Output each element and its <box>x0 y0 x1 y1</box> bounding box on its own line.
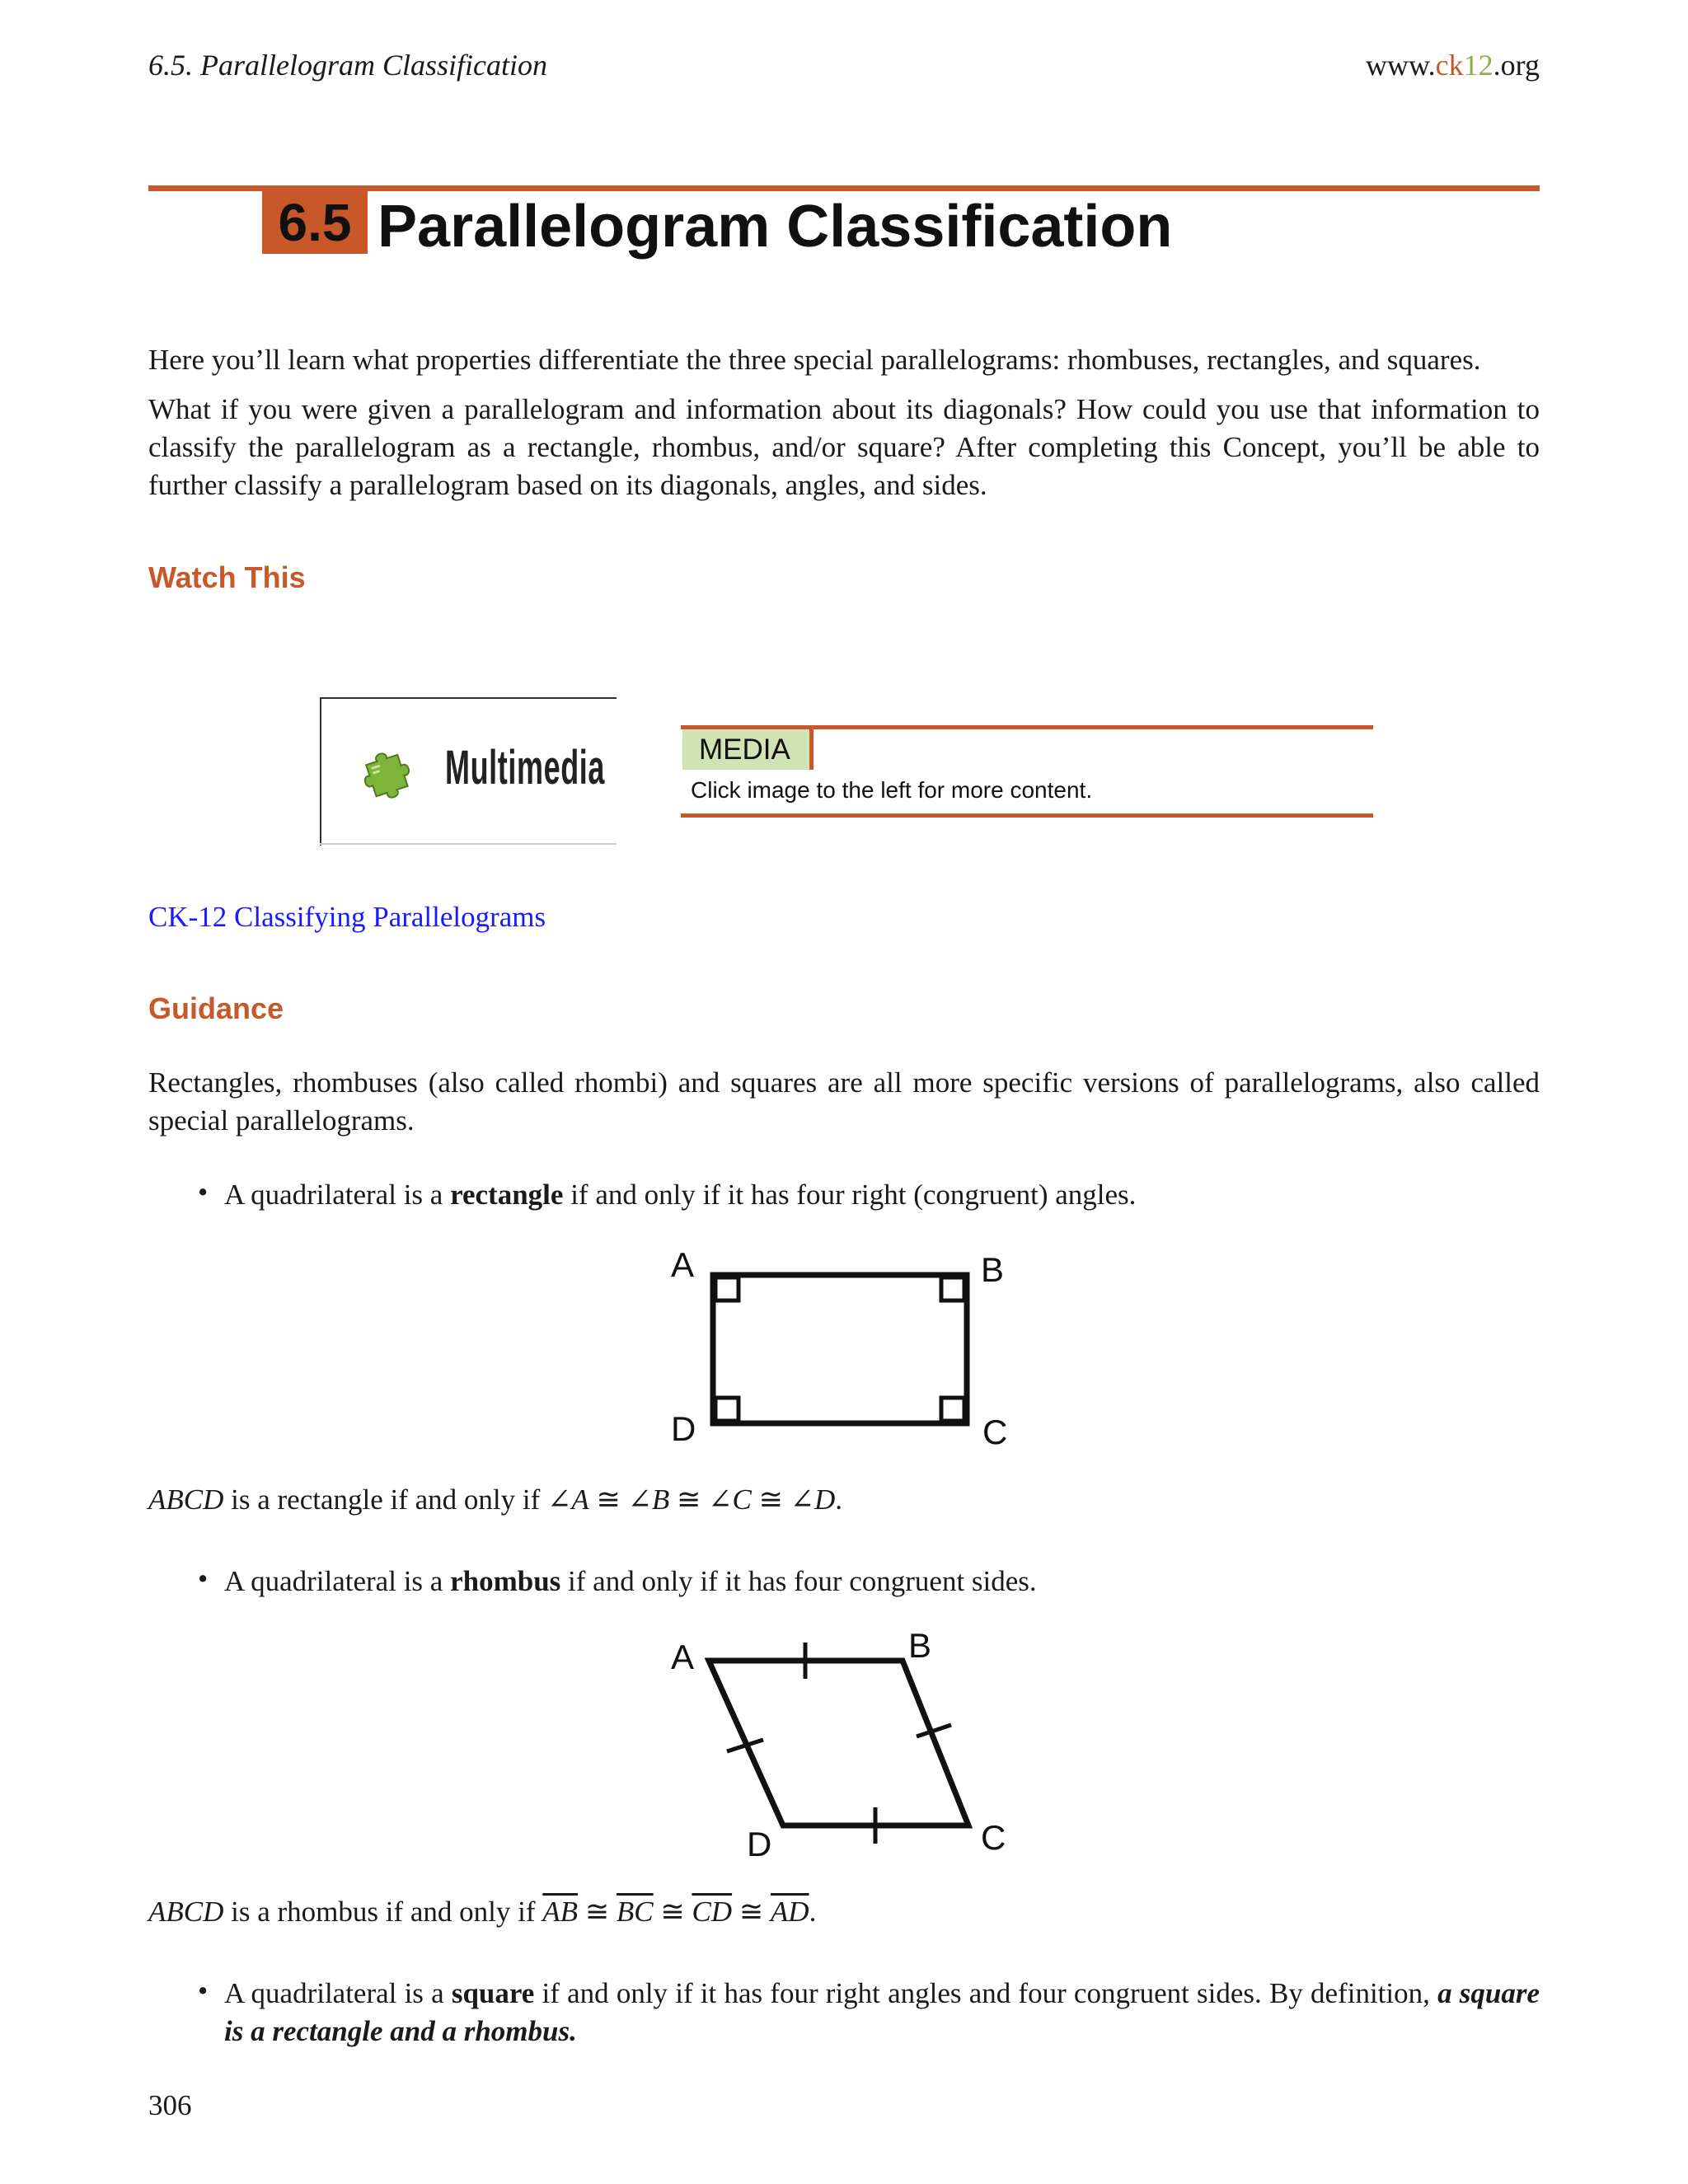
guidance-paragraph: Rectangles, rhombuses (also called rhombi) and squares are all more specific versions of parallelograms, also called special parallelograms. <box>148 1066 1540 1137</box>
stmt-end: . <box>809 1896 817 1928</box>
url-ck: ck <box>1435 49 1464 82</box>
puzzle-icon <box>356 738 422 804</box>
stmt-a: A <box>571 1483 589 1516</box>
bullet-square <box>224 1975 1540 2050</box>
bullet-pre: A quadrilateral is a <box>224 1565 451 1597</box>
rhombus-label-a: A <box>671 1638 695 1676</box>
stmt-name: ABCD <box>148 1896 224 1928</box>
media-bottom-rule <box>681 813 1373 818</box>
media-caption: Click image to the left for more content. <box>691 777 1093 803</box>
bullet-rectangle <box>224 1176 1540 1214</box>
rect-label-b: B <box>981 1250 1005 1289</box>
bullet-post: if and only if it has four right (congruent) angles. <box>563 1179 1137 1211</box>
stmt-name: ABCD <box>148 1483 224 1516</box>
bullet-post: if and only if it has four congruent sides. <box>560 1565 1037 1597</box>
stmt-c: C <box>732 1483 752 1516</box>
rectangle-shape <box>713 1275 967 1423</box>
congruent-symbol: ≅ <box>751 1483 790 1516</box>
rectangle-statement <box>148 1483 842 1516</box>
stmt-end: . <box>835 1483 842 1516</box>
video-link[interactable]: CK-12 Classifying Parallelograms <box>148 901 546 933</box>
right-angle-mark-a <box>715 1277 738 1301</box>
congruent-symbol: ≅ <box>588 1483 628 1516</box>
congruent-symbol: ≅ <box>669 1483 709 1516</box>
thumbnail-label: Multimedia <box>445 741 606 794</box>
intro-question: What if you were given a parallelogram and information about its diagonals? How could you use that information to classify the parallelogram as a rectangle, rhombus, and/or square? After completing this Concept, you’ll be able to further classify a parallelogram based on its diagonals, angles, and sides. <box>148 393 1540 501</box>
segment-ab: $\overline{AB}$ <box>542 1896 579 1928</box>
rhombus-label-b: B <box>908 1628 932 1665</box>
congruent-symbol: ≅ <box>653 1896 692 1928</box>
rect-label-c: C <box>982 1413 1008 1451</box>
url-suffix: .org <box>1493 49 1540 82</box>
right-angle-mark-c <box>941 1398 964 1421</box>
stmt-d: D <box>814 1483 836 1516</box>
term-rhombus: rhombus <box>450 1565 561 1597</box>
rectangle-figure <box>659 1240 1030 1463</box>
rhombus-label-c: C <box>981 1818 1006 1857</box>
segment-cd: $\overline{CD}$ <box>692 1896 733 1928</box>
page-title: Parallelogram Classification <box>377 194 1173 260</box>
page-number: 306 <box>148 2089 192 2121</box>
stmt-phrase: is a rhombus if and only if <box>223 1896 543 1928</box>
rect-label-a: A <box>671 1245 695 1284</box>
bullet-dot: • <box>198 1975 209 2007</box>
watch-heading: Watch This <box>148 560 306 594</box>
term-square: square <box>451 1977 535 2009</box>
intro-summary: Here you’ll learn what properties differentiate the three special parallelograms: rhombuses, rectangles, and squares. <box>148 344 1481 376</box>
media-badge-edge <box>809 729 814 770</box>
rect-label-d: D <box>671 1409 696 1448</box>
bullet-dot: • <box>198 1563 209 1595</box>
square-definition-emphasis: a square is a rectangle and a rhombus. <box>224 1977 1540 2047</box>
angle-symbol: ∠ <box>547 1483 572 1516</box>
rhombus-label-d: D <box>747 1825 772 1863</box>
segment-ad: $\overline{AD}$ <box>770 1896 809 1928</box>
guidance-heading: Guidance <box>148 991 284 1025</box>
rhombus-statement <box>148 1896 816 1929</box>
stmt-phrase: is a rectangle if and only if <box>223 1483 548 1516</box>
media-badge: MEDIA <box>682 729 809 770</box>
bullet-pre: A quadrilateral is a <box>224 1977 452 2009</box>
segment-bc: $\overline{BC}$ <box>616 1896 654 1928</box>
bullet-pre: A quadrilateral is a <box>224 1179 451 1211</box>
angle-symbol: ∠ <box>627 1483 652 1516</box>
section-number: 6.5 <box>262 191 368 254</box>
url-prefix: www. <box>1366 49 1436 82</box>
congruent-symbol: ≅ <box>578 1896 617 1928</box>
rhombus-figure <box>659 1628 1030 1867</box>
right-angle-mark-b <box>941 1277 964 1301</box>
right-angle-mark-d <box>715 1398 738 1421</box>
thumbnail-divider <box>320 843 617 845</box>
running-head: 6.5. Parallelogram Classification <box>148 49 548 82</box>
term-rectangle: rectangle <box>450 1179 564 1211</box>
congruent-symbol: ≅ <box>732 1896 771 1928</box>
site-url[interactable] <box>1366 48 1540 82</box>
url-12: 12 <box>1463 49 1493 82</box>
angle-symbol: ∠ <box>708 1483 733 1516</box>
stmt-b: B <box>651 1483 670 1516</box>
bullet-rhombus <box>224 1563 1540 1601</box>
angle-symbol: ∠ <box>790 1483 814 1516</box>
bullet-dot: • <box>198 1176 209 1208</box>
bullet-post: if and only if it has four right angles and four congruent sides. By definition, <box>534 1977 1438 2009</box>
